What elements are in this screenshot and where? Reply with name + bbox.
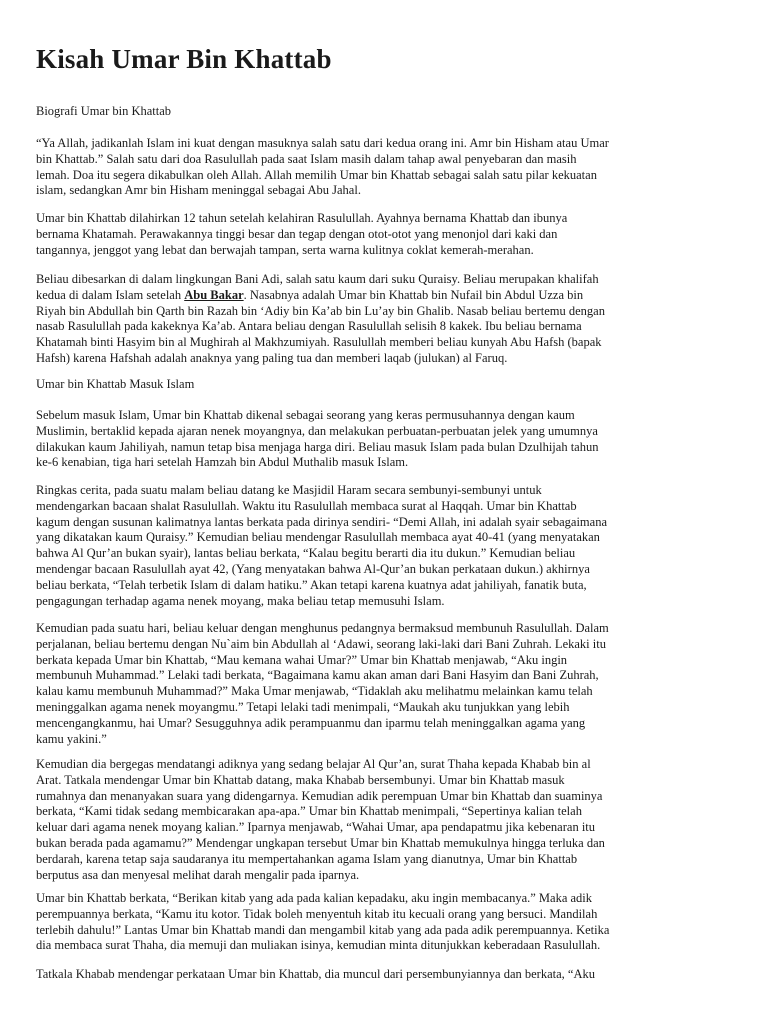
text-line: ke-6 kenabian, tiga hari setelah Hamzah bin Abdul Muthalib masuk Islam. (36, 455, 409, 470)
text-line: keluar dari agama nenek moyang kalian.” Iparnya menjawab, “Wahai Umar, apa pendapatmu jika kebenaran itu (36, 820, 596, 835)
text-line: membunuh Muhammad.” Lelaki tadi berkata, “Bagaimana kamu akan aman dari Bani Hasyim dan Bani Zuhrah, (36, 668, 599, 683)
text-line: berkata kepada Umar bin Khattab, “Mau kemana wahai Umar?” Umar bin Khattab menjawab, “Aku ingin (36, 652, 568, 667)
text-line-with-link (36, 288, 726, 304)
text-line: rumahnya dan menanyakan suara yang didengarnya. Kemudian adik perempuan Umar bin Khattab dan suaminya (36, 788, 603, 803)
text-line: dia membaca surat Thaha, dia memuji dan muliakan isinya, kemudian minta ditunjukkan keberadaan Rasulullah. (36, 938, 601, 953)
text-line: yang dikatakan kaum Quraisy.” Kemudian beliau mendengar Rasulullah membaca ayat 40-41 (yang menyatakan (36, 530, 600, 545)
section-heading-text: Umar bin Khattab Masuk Islam (36, 377, 195, 391)
text-line: Sebelum masuk Islam, Umar bin Khattab dikenal sebagai seorang yang keras permusuhannya dengan kaum (36, 408, 575, 422)
paragraph-7 (36, 757, 726, 883)
paragraph-8 (36, 891, 726, 954)
text-line: islam, sedangkan Amr bin Hisham meninggal sebagai Abu Jahal. (36, 183, 361, 198)
text-line: mendengarkan bacaan shalat Rasulullah. Waktu itu Rasulullah membaca surat al Haqqah. Umar bin Khattab (36, 498, 577, 513)
text-line: berdarah, karena tetap saja saudaranya itu mempertahankan agama Islam yang dianutnya, Umar bin Khattab (36, 851, 578, 866)
text-line: beliau berkata, “Telah terbetik Islam di dalam hatiku.” Akan tetapi karena kuatnya adat jahiliyah, fanatik buta, (36, 577, 587, 592)
abu-bakar-link[interactable]: Abu Bakar (184, 287, 244, 302)
text-fragment: . Nasabnya adalah Umar bin Khattab bin Nufail bin Abdul Uzza bin (243, 287, 584, 302)
text-fragment: kedua di dalam Islam setelah (36, 287, 185, 302)
text-line: meninggalkan agama nenek moyangmu.” Tetapi lelaki tadi menimpali, “Maukah aku tunjukkan yang lebih (36, 699, 570, 714)
text-line: Umar bin Khattab berkata, “Berikan kitab yang ada pada kalian kepadaku, aku ingin membacanya.” Maka adik (36, 891, 593, 905)
paragraph-1 (36, 136, 726, 199)
text-line: Kemudian dia bergegas mendatangi adiknya yang sedang belajar Al Qur’an, surat Thaha kepada Khabab bin al (36, 757, 591, 771)
text-line: mendengar bacaan Rasulullah ayat 42, (Yang menyatakan bahwa Al-Qur’an bukan perkataan dukun.) akhirnya (36, 561, 590, 576)
text-line: kalau kamu membunuh Muhammad?” Maka Umar menjawab, “Tidaklah aku melihatmu melainkan kamu telah (36, 684, 593, 699)
text-line: mencengangkanmu, hai Umar? Sesugguhnya adik perampuanmu dan iparmu telah meninggalkan agama yang (36, 715, 586, 730)
text-line: Ringkas cerita, pada suatu malam beliau datang ke Masjidil Haram secara sembunyi-sembunyi untuk (36, 483, 542, 497)
text-line: Beliau dibesarkan di dalam lingkungan Bani Adi, salah satu kaum dari suku Quraisy. Beliau merupakan khalifah (36, 272, 599, 286)
text-line: Arat. Tatkala mendengar Umar bin Khattab datang, maka Khabab bersembunyi. Umar bin Khattab masuk (36, 772, 565, 787)
text-line: berkata, “Kami tidak sedang membicarakan apa-apa.” Umar bin Khattab menimpali, “Sepertinya kalian telah (36, 804, 582, 819)
text-line: terlebih dahulu!” Lantas Umar bin Khattab mandi dan mengambil kitab yang ada pada adik perempuannya. Ketika (36, 922, 610, 937)
text-line: Umar bin Khattab dilahirkan 12 tahun setelah kelahiran Rasulullah. Ayahnya bernama Khattab dan ibunya (36, 211, 568, 225)
text-line: Kemudian pada suatu hari, beliau keluar dengan menghunus pedangnya bermaksud membunuh Rasulullah. Dalam (36, 621, 609, 635)
subtitle-text: Biografi Umar bin Khattab (36, 104, 172, 118)
text-line: berputus asa dan menyesal melihat darah mengalir pada iparnya. (36, 867, 360, 882)
text-line: tangannya, jenggot yang lebat dan berwajah tampan, serta warna kulitnya coklat kemerah-merahan. (36, 242, 534, 257)
paragraph-3 (36, 272, 726, 367)
text-line: pengagungan terhadap agama nenek moyang, maka beliau tetap memusuhi Islam. (36, 593, 445, 608)
paragraph-4 (36, 408, 726, 471)
text-line: kagum dengan susunan kalimatnya lantas berkata pada dirinya sendiri- “Demi Allah, ini adalah syair sebagaimana (36, 514, 607, 529)
text-line: bukan berada pada agamamu?” Mendengar ungkapan tersebut Umar bin Khattab memukulnya hingga terluka dan (36, 835, 605, 850)
text-line: bernama Khatamah. Perawakannya tinggi besar dan tegap dengan otot-otot yang menonjol dari kaki dan (36, 226, 558, 241)
text-line: Tatkala Khabab mendengar perkataan Umar bin Khattab, dia muncul dari persembunyiannya dan berkata, “Aku (36, 967, 595, 981)
text-line: kamu yakini.” (36, 731, 107, 746)
text-line: dilakukan kaum Jahiliyah, namun tetap bisa menjaga harga diri. Beliau masuk Islam pada bulan Dzulhijah tahun (36, 439, 599, 454)
text-line: bin Khattab.” Salah satu dari doa Rasulullah pada saat Islam masih dalam tahap awal penyebaran dan masih (36, 151, 577, 166)
section-heading (36, 377, 726, 393)
paragraph-2 (36, 211, 726, 258)
text-line: lemah. Doa itu segera dikabulkan oleh Allah. Allah memilih Umar bin Khattab sebagai salah satu pilar kekuatan (36, 167, 597, 182)
paragraph-9 (36, 967, 726, 983)
text-line: perempuannya berkata, “Kamu itu kotor. Tidak boleh menyentuh kitab itu kecuali orang yang bersuci. Mandilah (36, 906, 598, 921)
text-line: Khatamah binti Hasyim bin al Mughirah al Makhzumiyah. Rasulullah memberi beliau kunyah Abu Hafsh (bapak (36, 335, 602, 350)
text-line: perjalanan, beliau bertemu dengan Nu`aim bin Abdullah al ‘Adawi, seorang laki-laki dari Bani Zuhrah. Lekaki itu (36, 636, 606, 651)
paragraph-5 (36, 483, 726, 609)
text-line: Hafsh) karena Hafshah adalah anaknya yang paling tua dan memberi laqab (julukan) al Faruq. (36, 350, 508, 365)
subtitle (36, 104, 726, 120)
text-line: “Ya Allah, jadikanlah Islam ini kuat dengan masuknya salah satu dari kedua orang ini. Amr bin Hisham atau Umar (36, 136, 609, 150)
paragraph-6 (36, 621, 726, 747)
text-line: Muslimin, bertaklid kepada ajaran nenek moyangnya, dan melakukan perbuatan-perbuatan jelek yang umumnya (36, 423, 598, 438)
page-title: Kisah Umar Bin Khattab (36, 44, 332, 74)
text-line: bahwa Al Qur’an bukan syair), lantas beliau berkata, “Kalau begitu berarti dia itu dukun.” Kemudian beliau (36, 546, 576, 561)
text-line: nasab Rasulullah pada kakeknya Ka’ab. Antara beliau dengan Rasulullah selisih 8 kakek. Ibu beliau bernama (36, 319, 582, 334)
text-line: Riyah bin Abdullah bin Qarth bin Razah bin ‘Adiy bin Ka’ab bin Lu’ay bin Ghalib. Nasab beliau bertemu dengan (36, 303, 605, 318)
